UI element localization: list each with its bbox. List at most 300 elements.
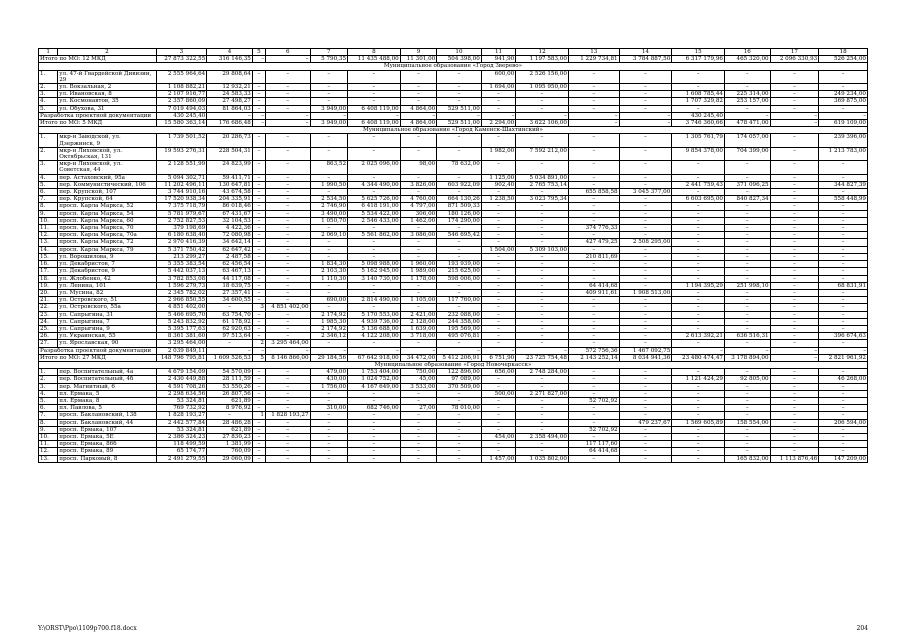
table-cell: – bbox=[481, 261, 515, 268]
table-cell: – bbox=[265, 196, 310, 203]
table-cell: – bbox=[310, 455, 347, 462]
table-cell: 600,00 bbox=[481, 70, 515, 83]
table-cell: – bbox=[770, 203, 819, 210]
row-number: 23. bbox=[39, 311, 58, 318]
table-cell: – bbox=[770, 376, 819, 383]
table-cell: – bbox=[819, 112, 868, 119]
address-cell: ул. 47-й Гвардейской Дивизии, 29 bbox=[58, 70, 156, 83]
table-cell: – bbox=[819, 347, 868, 354]
table-cell: 210 811,69 bbox=[568, 253, 619, 260]
table-cell: – bbox=[348, 419, 401, 426]
address-cell: ул. Мусина, 82 bbox=[58, 289, 156, 296]
table-cell: – bbox=[770, 268, 819, 275]
address-cell: просп. Карла Маркса, 70 bbox=[58, 225, 156, 232]
column-number: 14 bbox=[619, 49, 672, 56]
table-cell: 4 797,00 bbox=[400, 203, 436, 210]
table-cell: 1 035 802,00 bbox=[516, 455, 569, 462]
table-cell: 213 299,27 bbox=[156, 253, 207, 260]
table-cell: 664 130,26 bbox=[437, 196, 482, 203]
table-cell: 396 674,63 bbox=[819, 333, 868, 340]
table-cell: 1 707 329,82 bbox=[672, 98, 725, 105]
table-cell: – bbox=[619, 426, 672, 433]
table-cell: – bbox=[724, 84, 770, 91]
table-cell: 195 569,00 bbox=[437, 325, 482, 332]
row-number: 17. bbox=[39, 268, 58, 275]
table-cell: – bbox=[724, 174, 770, 181]
table-cell: – bbox=[348, 225, 401, 232]
table-cell: – bbox=[568, 70, 619, 83]
table-cell: – bbox=[619, 181, 672, 188]
table-row bbox=[39, 397, 868, 404]
table-cell: – bbox=[672, 210, 725, 217]
row-number: 2. bbox=[39, 147, 58, 160]
table-cell: 17 520 938,34 bbox=[156, 196, 207, 203]
table-cell: – bbox=[516, 112, 569, 119]
table-cell: 4 864,00 bbox=[400, 105, 436, 112]
table-cell: – bbox=[252, 112, 265, 119]
table-cell: 8 146 866,00 bbox=[265, 354, 310, 361]
table-cell: – bbox=[568, 419, 619, 426]
row-number: 22. bbox=[39, 304, 58, 311]
table-cell: – bbox=[310, 246, 347, 253]
table-row bbox=[39, 441, 868, 448]
table-cell: 165 832,00 bbox=[724, 455, 770, 462]
table-cell: 81 864,03 bbox=[207, 105, 253, 112]
table-cell: 1 756,00 bbox=[310, 383, 347, 390]
table-cell: – bbox=[437, 347, 482, 354]
table-cell: – bbox=[770, 239, 819, 246]
table-cell: – bbox=[619, 297, 672, 304]
table-cell: – bbox=[619, 91, 672, 98]
table-cell: 67 642 918,00 bbox=[348, 354, 401, 361]
table-cell: – bbox=[265, 268, 310, 275]
row-number: 13. bbox=[39, 455, 58, 462]
table-cell: – bbox=[348, 253, 401, 260]
page-number: 204 bbox=[856, 625, 868, 632]
table-cell: – bbox=[481, 268, 515, 275]
table-cell: – bbox=[400, 239, 436, 246]
table-cell: – bbox=[770, 217, 819, 224]
table-row bbox=[39, 304, 868, 311]
table-cell: – bbox=[619, 318, 672, 325]
table-cell: – bbox=[481, 448, 515, 455]
table-cell: – bbox=[310, 134, 347, 147]
table-cell: – bbox=[819, 441, 868, 448]
table-cell: – bbox=[568, 181, 619, 188]
table-cell: 2 107 916,77 bbox=[156, 91, 207, 98]
table-cell: – bbox=[252, 311, 265, 318]
table-cell: 64 414,68 bbox=[568, 282, 619, 289]
table-cell: 370 509,00 bbox=[437, 383, 482, 390]
table-cell: – bbox=[265, 210, 310, 217]
table-cell: – bbox=[252, 161, 265, 174]
table-cell: – bbox=[265, 134, 310, 147]
row-number: 8. bbox=[39, 203, 58, 210]
table-cell: – bbox=[672, 369, 725, 376]
table-cell: – bbox=[770, 275, 819, 282]
table-cell: – bbox=[568, 405, 619, 412]
address-cell: пер. Крупской, 107 bbox=[58, 189, 156, 196]
table-cell: – bbox=[481, 239, 515, 246]
table-cell: – bbox=[207, 412, 253, 419]
table-cell: – bbox=[481, 217, 515, 224]
table-cell: 3 490,00 bbox=[310, 210, 347, 217]
table-cell: – bbox=[252, 56, 265, 63]
table-cell: – bbox=[819, 161, 868, 174]
table-cell: – bbox=[252, 383, 265, 390]
table-cell: – bbox=[819, 304, 868, 311]
row-number: 1. bbox=[39, 369, 58, 376]
table-row bbox=[39, 268, 868, 275]
table-cell: – bbox=[481, 253, 515, 260]
table-cell: – bbox=[437, 70, 482, 83]
table-cell: – bbox=[481, 232, 515, 239]
table-cell: 3 045 377,00 bbox=[619, 189, 672, 196]
table-cell: 6 180 638,40 bbox=[156, 232, 207, 239]
table-row bbox=[39, 181, 868, 188]
table-cell: – bbox=[481, 289, 515, 296]
table-cell: – bbox=[672, 383, 725, 390]
table-cell: – bbox=[207, 304, 253, 311]
table-cell: – bbox=[619, 210, 672, 217]
table-cell: – bbox=[348, 147, 401, 160]
table-cell: – bbox=[819, 232, 868, 239]
table-cell: – bbox=[619, 325, 672, 332]
table-cell: – bbox=[770, 181, 819, 188]
table-cell: – bbox=[619, 369, 672, 376]
table-cell: – bbox=[400, 98, 436, 105]
table-cell: – bbox=[310, 84, 347, 91]
table-cell: – bbox=[724, 441, 770, 448]
table-cell: – bbox=[516, 304, 569, 311]
column-number: 4 bbox=[207, 49, 253, 56]
table-cell: – bbox=[252, 70, 265, 83]
table-cell: – bbox=[265, 282, 310, 289]
table-cell: – bbox=[252, 120, 265, 127]
row-number: 19. bbox=[39, 282, 58, 289]
table-cell: – bbox=[265, 333, 310, 340]
table-cell: 63 754,70 bbox=[207, 311, 253, 318]
table-cell: – bbox=[348, 433, 401, 440]
table-cell: 11 301,00 bbox=[400, 56, 436, 63]
table-cell: – bbox=[819, 405, 868, 412]
table-cell: 310,00 bbox=[310, 405, 347, 412]
table-cell: – bbox=[516, 239, 569, 246]
table-cell: – bbox=[819, 397, 868, 404]
table-cell: – bbox=[265, 376, 310, 383]
table-cell: – bbox=[265, 239, 310, 246]
table-row bbox=[39, 246, 868, 253]
table-cell: – bbox=[348, 91, 401, 98]
table-cell: – bbox=[310, 448, 347, 455]
table-cell: 2 128 551,99 bbox=[156, 161, 207, 174]
table-cell: – bbox=[400, 70, 436, 83]
table-cell: – bbox=[516, 289, 569, 296]
table-cell: 4 851 402,00 bbox=[156, 304, 207, 311]
table-cell: – bbox=[516, 311, 569, 318]
table-cell: – bbox=[481, 383, 515, 390]
table-cell: 619 109,00 bbox=[819, 120, 868, 127]
table-cell: – bbox=[481, 105, 515, 112]
table-cell: 1 305 761,79 bbox=[672, 134, 725, 147]
table-cell: – bbox=[516, 282, 569, 289]
table-cell: – bbox=[672, 203, 725, 210]
table-cell: – bbox=[310, 340, 347, 347]
table-cell: – bbox=[724, 412, 770, 419]
table-cell: – bbox=[348, 289, 401, 296]
table-cell: 3 bbox=[252, 304, 265, 311]
table-cell: 3 086,00 bbox=[400, 232, 436, 239]
row-label: Разработка проектной документации bbox=[39, 112, 157, 119]
table-cell: – bbox=[252, 347, 265, 354]
table-cell: 4 167 649,00 bbox=[348, 383, 401, 390]
table-cell: 2 765 753,14 bbox=[516, 181, 569, 188]
table-cell: – bbox=[265, 448, 310, 455]
row-number: 13. bbox=[39, 239, 58, 246]
table-cell: – bbox=[481, 333, 515, 340]
table-cell: – bbox=[568, 112, 619, 119]
table-row bbox=[39, 412, 868, 419]
table-cell: – bbox=[516, 268, 569, 275]
table-cell: – bbox=[481, 225, 515, 232]
table-cell: – bbox=[568, 333, 619, 340]
table-cell: 2 345 782,02 bbox=[156, 289, 207, 296]
table-cell: – bbox=[619, 268, 672, 275]
table-cell: – bbox=[437, 304, 482, 311]
table-row bbox=[39, 390, 868, 397]
table-cell: – bbox=[400, 441, 436, 448]
section-heading-row bbox=[39, 127, 868, 134]
table-cell: – bbox=[481, 189, 515, 196]
table-cell: 27 830,23 bbox=[207, 433, 253, 440]
table-cell: – bbox=[568, 174, 619, 181]
table-cell: – bbox=[400, 455, 436, 462]
column-number: 7 bbox=[310, 49, 347, 56]
table-cell: – bbox=[619, 98, 672, 105]
table-cell: 1 381,99 bbox=[207, 441, 253, 448]
table-cell: – bbox=[437, 390, 482, 397]
table-cell: 34 642,14 bbox=[207, 239, 253, 246]
table-cell: – bbox=[619, 376, 672, 383]
row-number: 12. bbox=[39, 232, 58, 239]
table-cell: 2 555 964,64 bbox=[156, 70, 207, 83]
table-cell: 12 932,21 bbox=[207, 84, 253, 91]
table-cell: – bbox=[770, 347, 819, 354]
table-cell: – bbox=[819, 412, 868, 419]
table-cell: – bbox=[619, 397, 672, 404]
table-cell: 1 178,00 bbox=[400, 275, 436, 282]
table-cell: 2 386 324,23 bbox=[156, 433, 207, 440]
address-cell: просп. Парковый, 8 bbox=[58, 455, 156, 462]
table-cell: – bbox=[724, 405, 770, 412]
table-cell: – bbox=[568, 455, 619, 462]
table-cell: 118 499,59 bbox=[156, 441, 207, 448]
table-cell: – bbox=[819, 253, 868, 260]
table-cell: 1 229 734,81 bbox=[568, 56, 619, 63]
table-cell: – bbox=[819, 203, 868, 210]
table-cell: 5 534 422,00 bbox=[348, 210, 401, 217]
address-cell: ул. Жлобенко, 42 bbox=[58, 275, 156, 282]
table-row bbox=[39, 325, 868, 332]
table-cell: 1 462,00 bbox=[400, 217, 436, 224]
table-cell: – bbox=[672, 311, 725, 318]
table-cell: – bbox=[672, 217, 725, 224]
table-cell: – bbox=[348, 239, 401, 246]
table-cell: – bbox=[568, 369, 619, 376]
table-cell: 228 504,31 bbox=[207, 147, 253, 160]
table-cell: – bbox=[724, 325, 770, 332]
table-cell: – bbox=[568, 98, 619, 105]
table-cell: – bbox=[770, 112, 819, 119]
table-row bbox=[39, 91, 868, 98]
table-cell: – bbox=[265, 98, 310, 105]
table-cell: 2 346,12 bbox=[310, 333, 347, 340]
table-cell: – bbox=[619, 311, 672, 318]
table-cell: – bbox=[310, 304, 347, 311]
table-cell: – bbox=[400, 225, 436, 232]
table-cell: 176 686,48 bbox=[207, 120, 253, 127]
address-cell: ул. Сапрыгина, 31 bbox=[58, 311, 156, 318]
table-cell: – bbox=[619, 120, 672, 127]
table-cell: – bbox=[437, 189, 482, 196]
table-cell: – bbox=[724, 246, 770, 253]
table-cell: 682 746,00 bbox=[348, 405, 401, 412]
column-number: 13 bbox=[568, 49, 619, 56]
table-cell: – bbox=[265, 325, 310, 332]
address-cell: ул. Сапрыгина, 9 bbox=[58, 325, 156, 332]
table-cell: 4 679 154,09 bbox=[156, 369, 207, 376]
table-cell: – bbox=[619, 112, 672, 119]
table-cell: 97 513,64 bbox=[207, 333, 253, 340]
table-cell: – bbox=[770, 210, 819, 217]
table-cell: – bbox=[819, 383, 868, 390]
table-cell: – bbox=[437, 448, 482, 455]
table-cell: 1 982,00 bbox=[481, 147, 515, 160]
table-cell: – bbox=[348, 426, 401, 433]
table-cell: 52 702,92 bbox=[568, 426, 619, 433]
table-cell: 465 320,00 bbox=[724, 56, 770, 63]
row-number: 9. bbox=[39, 426, 58, 433]
table-cell: – bbox=[672, 340, 725, 347]
table-cell: 27 873 322,55 bbox=[156, 56, 207, 63]
table-cell: 5 790,35 bbox=[310, 56, 347, 63]
table-cell: 4 344 490,00 bbox=[348, 181, 401, 188]
table-cell: – bbox=[672, 347, 725, 354]
row-number: 2. bbox=[39, 376, 58, 383]
table-cell: – bbox=[770, 390, 819, 397]
total-row bbox=[39, 120, 868, 127]
table-cell: – bbox=[265, 397, 310, 404]
table-cell: 3 295 464,00 bbox=[265, 340, 310, 347]
table-cell: 750,00 bbox=[400, 369, 436, 376]
table-cell: – bbox=[770, 433, 819, 440]
table-row bbox=[39, 210, 868, 217]
table-cell: 5 371 750,42 bbox=[156, 246, 207, 253]
table-cell: – bbox=[348, 189, 401, 196]
table-cell: 4 122 208,00 bbox=[348, 333, 401, 340]
table-cell: – bbox=[568, 412, 619, 419]
table-cell: 2 025 096,00 bbox=[348, 161, 401, 174]
table-cell: 769 732,92 bbox=[156, 405, 207, 412]
table-cell: – bbox=[516, 189, 569, 196]
table-cell: 20 286,73 bbox=[207, 134, 253, 147]
table-cell: – bbox=[819, 318, 868, 325]
row-number: 8. bbox=[39, 419, 58, 426]
row-label: Итого по МО: 12 МКД bbox=[39, 56, 157, 63]
table-cell: 244 358,00 bbox=[437, 318, 482, 325]
table-cell: – bbox=[348, 174, 401, 181]
table-cell: – bbox=[672, 70, 725, 83]
table-cell: 1 608 785,44 bbox=[672, 91, 725, 98]
table-cell: – bbox=[265, 426, 310, 433]
table-cell: 371 096,25 bbox=[724, 181, 770, 188]
table-cell: 1 110,30 bbox=[310, 275, 347, 282]
table-cell: – bbox=[516, 397, 569, 404]
table-cell: – bbox=[819, 261, 868, 268]
table-cell: – bbox=[348, 304, 401, 311]
table-cell: 1 504,00 bbox=[481, 246, 515, 253]
table-cell: – bbox=[619, 275, 672, 282]
table-cell: – bbox=[819, 426, 868, 433]
table-cell: 3 622 106,00 bbox=[516, 120, 569, 127]
table-cell: 2 128,00 bbox=[400, 318, 436, 325]
table-cell: 251 998,10 bbox=[724, 282, 770, 289]
table-cell: – bbox=[819, 217, 868, 224]
table-cell: 5 309 103,00 bbox=[516, 246, 569, 253]
table-cell: – bbox=[516, 340, 569, 347]
table-cell: 2 174,92 bbox=[310, 325, 347, 332]
table-cell: – bbox=[516, 261, 569, 268]
table-cell: 174 057,00 bbox=[724, 134, 770, 147]
table-cell: – bbox=[770, 120, 819, 127]
table-cell: – bbox=[672, 232, 725, 239]
total-row bbox=[39, 56, 868, 63]
table-cell: – bbox=[348, 246, 401, 253]
table-cell: 193 939,00 bbox=[437, 261, 482, 268]
section-title: Муниципальное образование «Город Каменск-Шахтинский» bbox=[39, 127, 868, 134]
table-cell: – bbox=[770, 419, 819, 426]
table-cell: – bbox=[348, 347, 401, 354]
table-cell: – bbox=[770, 174, 819, 181]
table-cell: – bbox=[207, 347, 253, 354]
table-cell: – bbox=[481, 275, 515, 282]
table-cell: – bbox=[481, 161, 515, 174]
table-cell: 2 421,00 bbox=[400, 311, 436, 318]
table-cell: – bbox=[619, 134, 672, 147]
table-cell: 6 418 191,00 bbox=[348, 203, 401, 210]
table-cell: – bbox=[672, 390, 725, 397]
table-cell: 15 580 363,14 bbox=[156, 120, 207, 127]
table-cell: – bbox=[481, 318, 515, 325]
table-cell: 5 395 177,63 bbox=[156, 325, 207, 332]
table-cell: 6 317 179,96 bbox=[672, 56, 725, 63]
row-number: 24. bbox=[39, 318, 58, 325]
capital-repair-table bbox=[38, 48, 868, 463]
table-cell: – bbox=[724, 311, 770, 318]
address-cell: просп. Ермака, 5Е bbox=[58, 433, 156, 440]
table-cell: 2 746,90 bbox=[310, 203, 347, 210]
table-cell: – bbox=[724, 340, 770, 347]
table-cell: – bbox=[724, 268, 770, 275]
table-cell: – bbox=[400, 433, 436, 440]
table-cell: – bbox=[724, 289, 770, 296]
table-cell: – bbox=[481, 412, 515, 419]
table-cell: 3 949,00 bbox=[310, 105, 347, 112]
table-cell: – bbox=[310, 441, 347, 448]
table-cell: 2 bbox=[252, 340, 265, 347]
table-cell: – bbox=[770, 84, 819, 91]
table-cell: 97 089,00 bbox=[437, 376, 482, 383]
